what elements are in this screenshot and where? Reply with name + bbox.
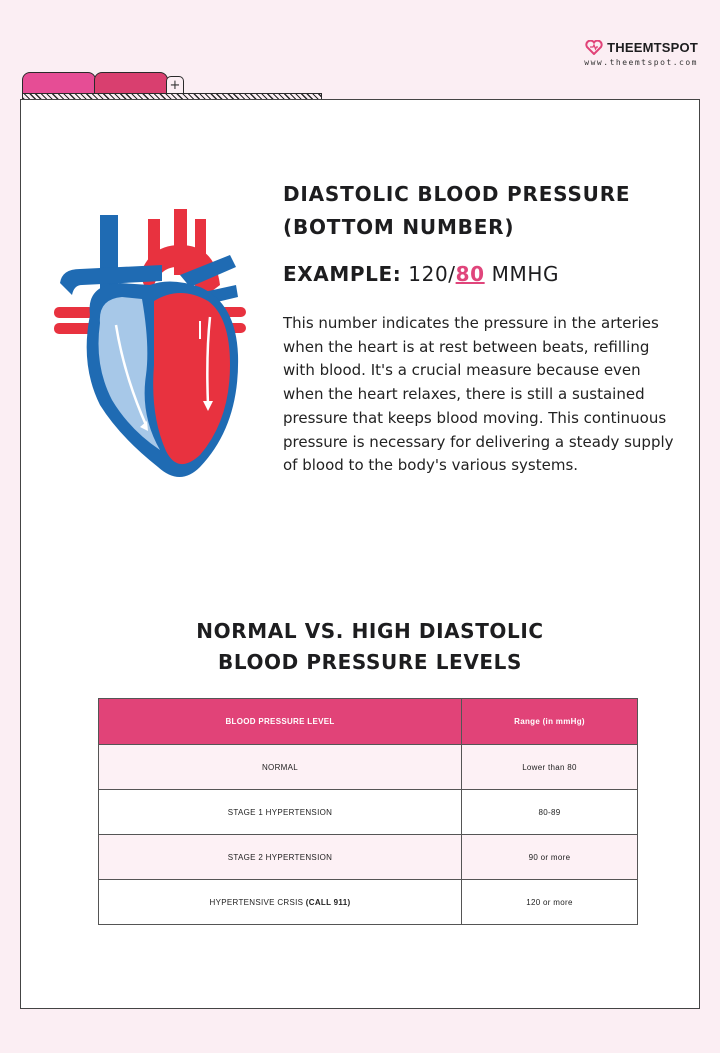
- brand-url: www.theemtspot.com: [584, 58, 698, 67]
- section-title: [0, 616, 720, 678]
- example-diastolic: 80: [455, 262, 485, 286]
- level-note: (CALL 911): [305, 897, 351, 907]
- heart-anatomy-icon: [50, 205, 250, 495]
- level-text: NORMAL: [261, 762, 299, 772]
- page-title: [283, 178, 683, 244]
- example-reading: [283, 262, 683, 286]
- example-unit: MMHG: [484, 262, 560, 286]
- header-range: Range (in mmHg): [462, 699, 638, 745]
- row-level: [99, 790, 462, 835]
- description-paragraph: This number indicates the pressure in the arteries when the heart is at rest between beats, refilling with blood. It's a crucial measure because even when the heart relaxes, there is still a sustained pressure that keeps blood moving. This continuous pressure is necessary for delivering a steady supply of blood to the body's various systems.: [283, 314, 674, 475]
- section-title-line-2: BLOOD PRESSURE LEVELS: [217, 650, 523, 674]
- brand-header: [584, 40, 698, 67]
- section-title-line-1: NORMAL VS. HIGH DIASTOLIC: [196, 619, 544, 643]
- table-row: [99, 790, 638, 835]
- title-line-1: DIASTOLIC BLOOD PRESSURE: [283, 182, 631, 206]
- bp-levels-table: [98, 698, 638, 925]
- level-text: STAGE 2 HYPERTENSION: [227, 852, 333, 862]
- level-text: HYPERTENSIVE CRSIS: [209, 897, 306, 907]
- header-level: BLOOD PRESSURE LEVEL: [99, 699, 462, 745]
- title-line-2: (BOTTOM NUMBER): [283, 215, 515, 239]
- heart-logo-icon: [585, 40, 603, 55]
- table-header-row: [99, 699, 638, 745]
- example-label: EXAMPLE:: [283, 262, 402, 286]
- brand-row: [584, 40, 698, 55]
- row-range: Lower than 80: [462, 745, 638, 790]
- example-systolic: 120/: [408, 262, 456, 286]
- add-tab-button[interactable]: +: [166, 76, 184, 96]
- row-level: [99, 880, 462, 925]
- row-range: 90 or more: [462, 835, 638, 880]
- level-text: STAGE 1 HYPERTENSION: [227, 807, 333, 817]
- row-range: 120 or more: [462, 880, 638, 925]
- brand-name: THEEMTSPOT: [607, 40, 698, 55]
- row-level: [99, 835, 462, 880]
- row-range: 80-89: [462, 790, 638, 835]
- row-level: [99, 745, 462, 790]
- table-row: [99, 745, 638, 790]
- table-row: [99, 835, 638, 880]
- table-row: [99, 880, 638, 925]
